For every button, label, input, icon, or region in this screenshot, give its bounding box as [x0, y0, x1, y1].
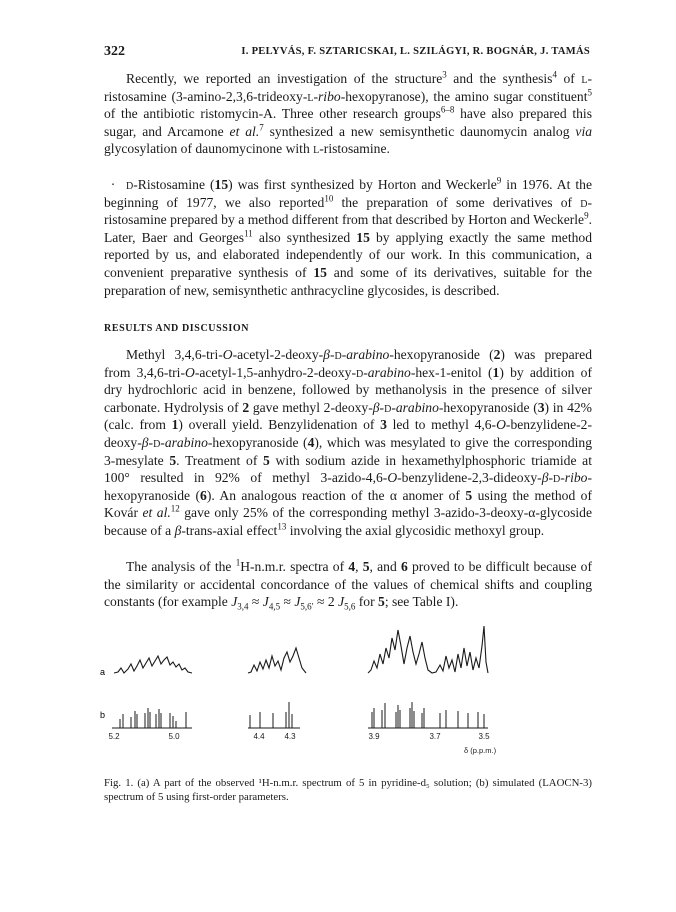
section-heading: RESULTS AND DISCUSSION	[104, 323, 250, 334]
tick-label: 4.3	[284, 732, 296, 741]
observed-spectrum-trace	[114, 626, 488, 673]
tick-label: 5.0	[168, 732, 180, 741]
axis-tick-labels	[108, 732, 490, 741]
page-number: 322	[104, 44, 125, 59]
tick-label: 3.7	[429, 732, 441, 741]
nmr-figure	[100, 618, 600, 763]
page-header	[104, 44, 590, 62]
paragraph-intro: Recently, we reported an investigation of the structure$^3$ and the synthesis$^4$ of l-ristosamine (3-amino-2,3,6-trideoxy-l-ribo-hexopyranose), the amino sugar constituent$^5$ of the antibiotic ristomycin-A. Three other research groups$^{6-8}$ have also prepared this sugar, and Arcamone et al.$^7$ synthesized a new semisynthetic daunomycin analog via glycosylation of daunomycinone with l-ristosamine.	[104, 69, 593, 157]
tick-label: 3.5	[478, 732, 490, 741]
axis-unit-label: δ (p.p.m.)	[464, 746, 497, 755]
tick-label: 4.4	[253, 732, 265, 741]
paragraph-d-ristosamine: · d-Ristosamine (15) was first synthesized by Horton and Weckerle$^9$ in 1976. At the beginning of 1977, we also reported$^{10}$ the preparation of some derivatives of d-ristosamine prepared by a method different from that described by Horton and Weckerle$^9$. Later, Baer and Georges$^{11}$ also synthesized 15 by applying exactly the same method reported by us, and elaborated independently of our work. In this communication, a convenient preparative synthesis of 15 and some of its derivatives, suitable for the preparation of new, semisynthetic anthracycline glycosides, is described.	[104, 175, 593, 298]
paragraph-nmr: The analysis of the $^1$H-n.m.r. spectra of 4, 5, and 6 proved to be difficult because of the similarity or accidental concordance of the values of chemical shifts and coupling constants (for example $J_{3,4} \approx J_{4,5} \approx J_{5,6'} \approx 2$ $J_{5,6}$ for 5; see Table I).	[104, 557, 593, 612]
figure-caption: Fig. 1. (a) A part of the observed ¹H-n.m.r. spectrum of 5 in pyridine-d₅ solution; (b) simulated (LAOCN-3) spectrum of 5 using first-order parameters.	[104, 777, 592, 803]
running-title: I. PELYVÁS, F. SZTARICSKAI, L. SZILÁGYI, R. BOGNÁR, J. TAMÁS	[241, 46, 590, 57]
trace-a-label: a	[100, 667, 106, 677]
paragraph-results: Methyl 3,4,6-tri-O-acetyl-2-deoxy-β-d-arabino-hexopyranoside (2) was prepared from 3,4,6-tri-O-acetyl-1,5-anhydro-2-deoxy-d-arabino-hex-1-enitol (1) by addition of dry hydrochloric acid in benzene, followed by methanolysis in the presence of silver carbonate. Hydrolysis of 2 gave methyl 2-deoxy-β-d-arabino-hexopyranoside (3) in 42% (calc. from 1) overall yield. Benzylidenation of 3 led to methyl 4,6-O-benzylidene-2-deoxy-β-d-arabino-hexopyranoside (4), which was mesylated to give the corresponding 3-mesylate 5. Treatment of 5 with sodium azide in hexamethylphosphoric triamide at 100° resulted in 92% of methyl 3-azido-4,6-O-benzylidene-2,3-dideoxy-β-d-ribo-hexopyranoside (6). An analogous reaction of the α anomer of 5 using the method of Kovár et al.$^{12}$ gave only 25% of the corresponding methyl 3-azido-3-deoxy-α-glycoside because of a β-trans-axial effect$^{13}$ involving the axial glycosidic methoxyl group.	[104, 347, 592, 538]
nmr-spectrum-graphic	[100, 618, 600, 763]
tick-label: 5.2	[108, 732, 120, 741]
simulated-spectrum-lines	[112, 702, 488, 728]
trace-b-label: b	[100, 710, 106, 720]
tick-label: 3.9	[368, 732, 380, 741]
